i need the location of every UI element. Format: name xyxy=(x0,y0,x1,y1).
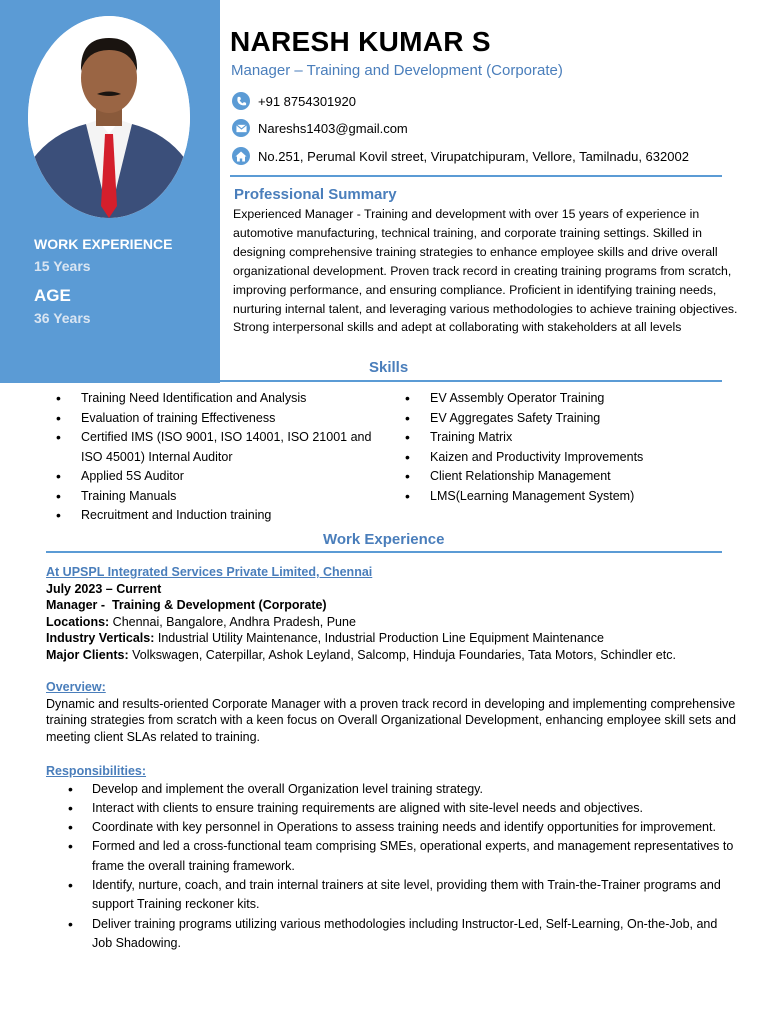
job-verticals xyxy=(46,630,736,647)
person-portrait-icon xyxy=(28,16,190,218)
contact-address xyxy=(232,147,689,165)
skill-item: • EV Assembly Operator Training xyxy=(405,389,745,409)
candidate-role: Manager – Training and Development (Corporate) xyxy=(231,62,563,79)
responsibility-item: • Coordinate with key personnel in Operations to assess training needs and identify opportunities for improvement. xyxy=(46,818,736,837)
skill-item: • Training Need Identification and Analysis xyxy=(56,389,376,409)
summary-title: Professional Summary xyxy=(234,186,397,203)
locations-value: Chennai, Bangalore, Andhra Pradesh, Pune xyxy=(109,614,356,629)
job-position: Manager - Training & Development (Corporate) xyxy=(46,598,327,612)
age-label: AGE xyxy=(34,286,71,305)
skills-list-left xyxy=(56,389,376,526)
clients-label: Major Clients: xyxy=(46,647,129,662)
clients-value: Volkswagen, Caterpillar, Ashok Leyland, Salcomp, Hinduja Foundaries, Tata Motors, Schindler etc. xyxy=(128,647,676,662)
skill-item: • Recruitment and Induction training xyxy=(56,506,376,526)
age-value: 36 Years xyxy=(34,310,91,326)
experience-block xyxy=(46,564,736,953)
overview-text: Dynamic and results-oriented Corporate Manager with a proven track record in developing and implementing comprehensive training strategies from scratch with a keen focus on Overall Organizational Development, enhancing employee skill sets and meeting client SLAs related to training. xyxy=(46,696,736,744)
responsibilities-list xyxy=(46,780,736,954)
work-experience-label: WORK EXPERIENCE xyxy=(34,236,173,252)
responsibility-item: • Interact with clients to ensure training requirements are aligned with site-level needs and objectives. xyxy=(46,799,736,818)
skill-item: • Applied 5S Auditor xyxy=(56,467,376,487)
work-experience-title: Work Experience xyxy=(323,531,445,548)
work-experience-value: 15 Years xyxy=(34,258,91,274)
responsibility-item: • Deliver training programs utilizing various methodologies including Instructor-Led, Self-Learning, On-the-Job, and Job Shadowing. xyxy=(46,915,736,954)
skill-item: • Training Matrix xyxy=(405,428,745,448)
company-name: At UPSPL Integrated Services Private Limited, Chennai xyxy=(46,565,373,579)
skill-item: • Evaluation of training Effectiveness xyxy=(56,409,376,429)
job-dates: July 2023 – Current xyxy=(46,581,162,596)
header-divider xyxy=(230,175,722,177)
locations-label: Locations: xyxy=(46,614,110,629)
home-icon xyxy=(232,147,250,165)
verticals-value: Industrial Utility Maintenance, Industrial Production Line Equipment Maintenance xyxy=(154,631,604,645)
phone-icon xyxy=(232,92,250,110)
skill-item: • Training Manuals xyxy=(56,487,376,507)
email-icon xyxy=(232,119,250,137)
skill-item: • Kaizen and Productivity Improvements xyxy=(405,448,745,468)
sidebar-panel xyxy=(0,0,220,383)
job-locations xyxy=(46,614,736,631)
responsibilities-title: Responsibilities: xyxy=(46,764,147,778)
contact-email xyxy=(232,119,408,137)
skill-item: • Client Relationship Management xyxy=(405,467,745,487)
address-text: No.251, Perumal Kovil street, Virupatchipuram, Vellore, Tamilnadu, 632002 xyxy=(258,148,689,164)
profile-photo xyxy=(28,16,190,218)
skills-list-right xyxy=(405,389,745,506)
responsibility-item: • Identify, nurture, coach, and train internal trainers at site level, providing them with Train-the-Trainer programs and support Training reckoner kits. xyxy=(46,876,736,915)
skills-title: Skills xyxy=(369,359,409,376)
candidate-name: NARESH KUMAR S xyxy=(230,26,491,57)
skill-item: • LMS(Learning Management System) xyxy=(405,487,745,507)
contact-phone xyxy=(232,92,356,110)
responsibility-item: • Develop and implement the overall Organization level training strategy. xyxy=(46,780,736,799)
email-text[interactable]: Nareshs1403@gmail.com xyxy=(258,120,408,136)
skill-item: • EV Aggregates Safety Training xyxy=(405,409,745,429)
job-clients xyxy=(46,647,736,664)
experience-divider xyxy=(46,551,722,553)
overview-title: Overview: xyxy=(46,680,106,694)
verticals-label: Industry Verticals: xyxy=(46,631,155,645)
phone-text: +91 8754301920 xyxy=(258,93,356,109)
skills-divider xyxy=(220,380,722,382)
responsibility-item: • Formed and led a cross-functional team comprising SMEs, operational experts, and management representatives to frame the overall training framework. xyxy=(46,837,736,876)
summary-text: Experienced Manager - Training and development with over 15 years of experience in automotive manufacturing, technical training, and corporate training settings. Skilled in designing comprehensive training strategies to enhance employee skills and drive overall organizational development. Proven track record in creating training programs from scratch, improving performance, and ensuring compliance. Proficient in identifying training needs, nurturing internal talent, and leveraging various methodologies to achieve training objectives. Strong interpersonal skills and adept at collaborating with stakeholders at all levels xyxy=(233,207,738,335)
skill-item: • Certified IMS (ISO 9001, ISO 14001, ISO 21001 and ISO 45001) Internal Auditor xyxy=(56,428,376,467)
